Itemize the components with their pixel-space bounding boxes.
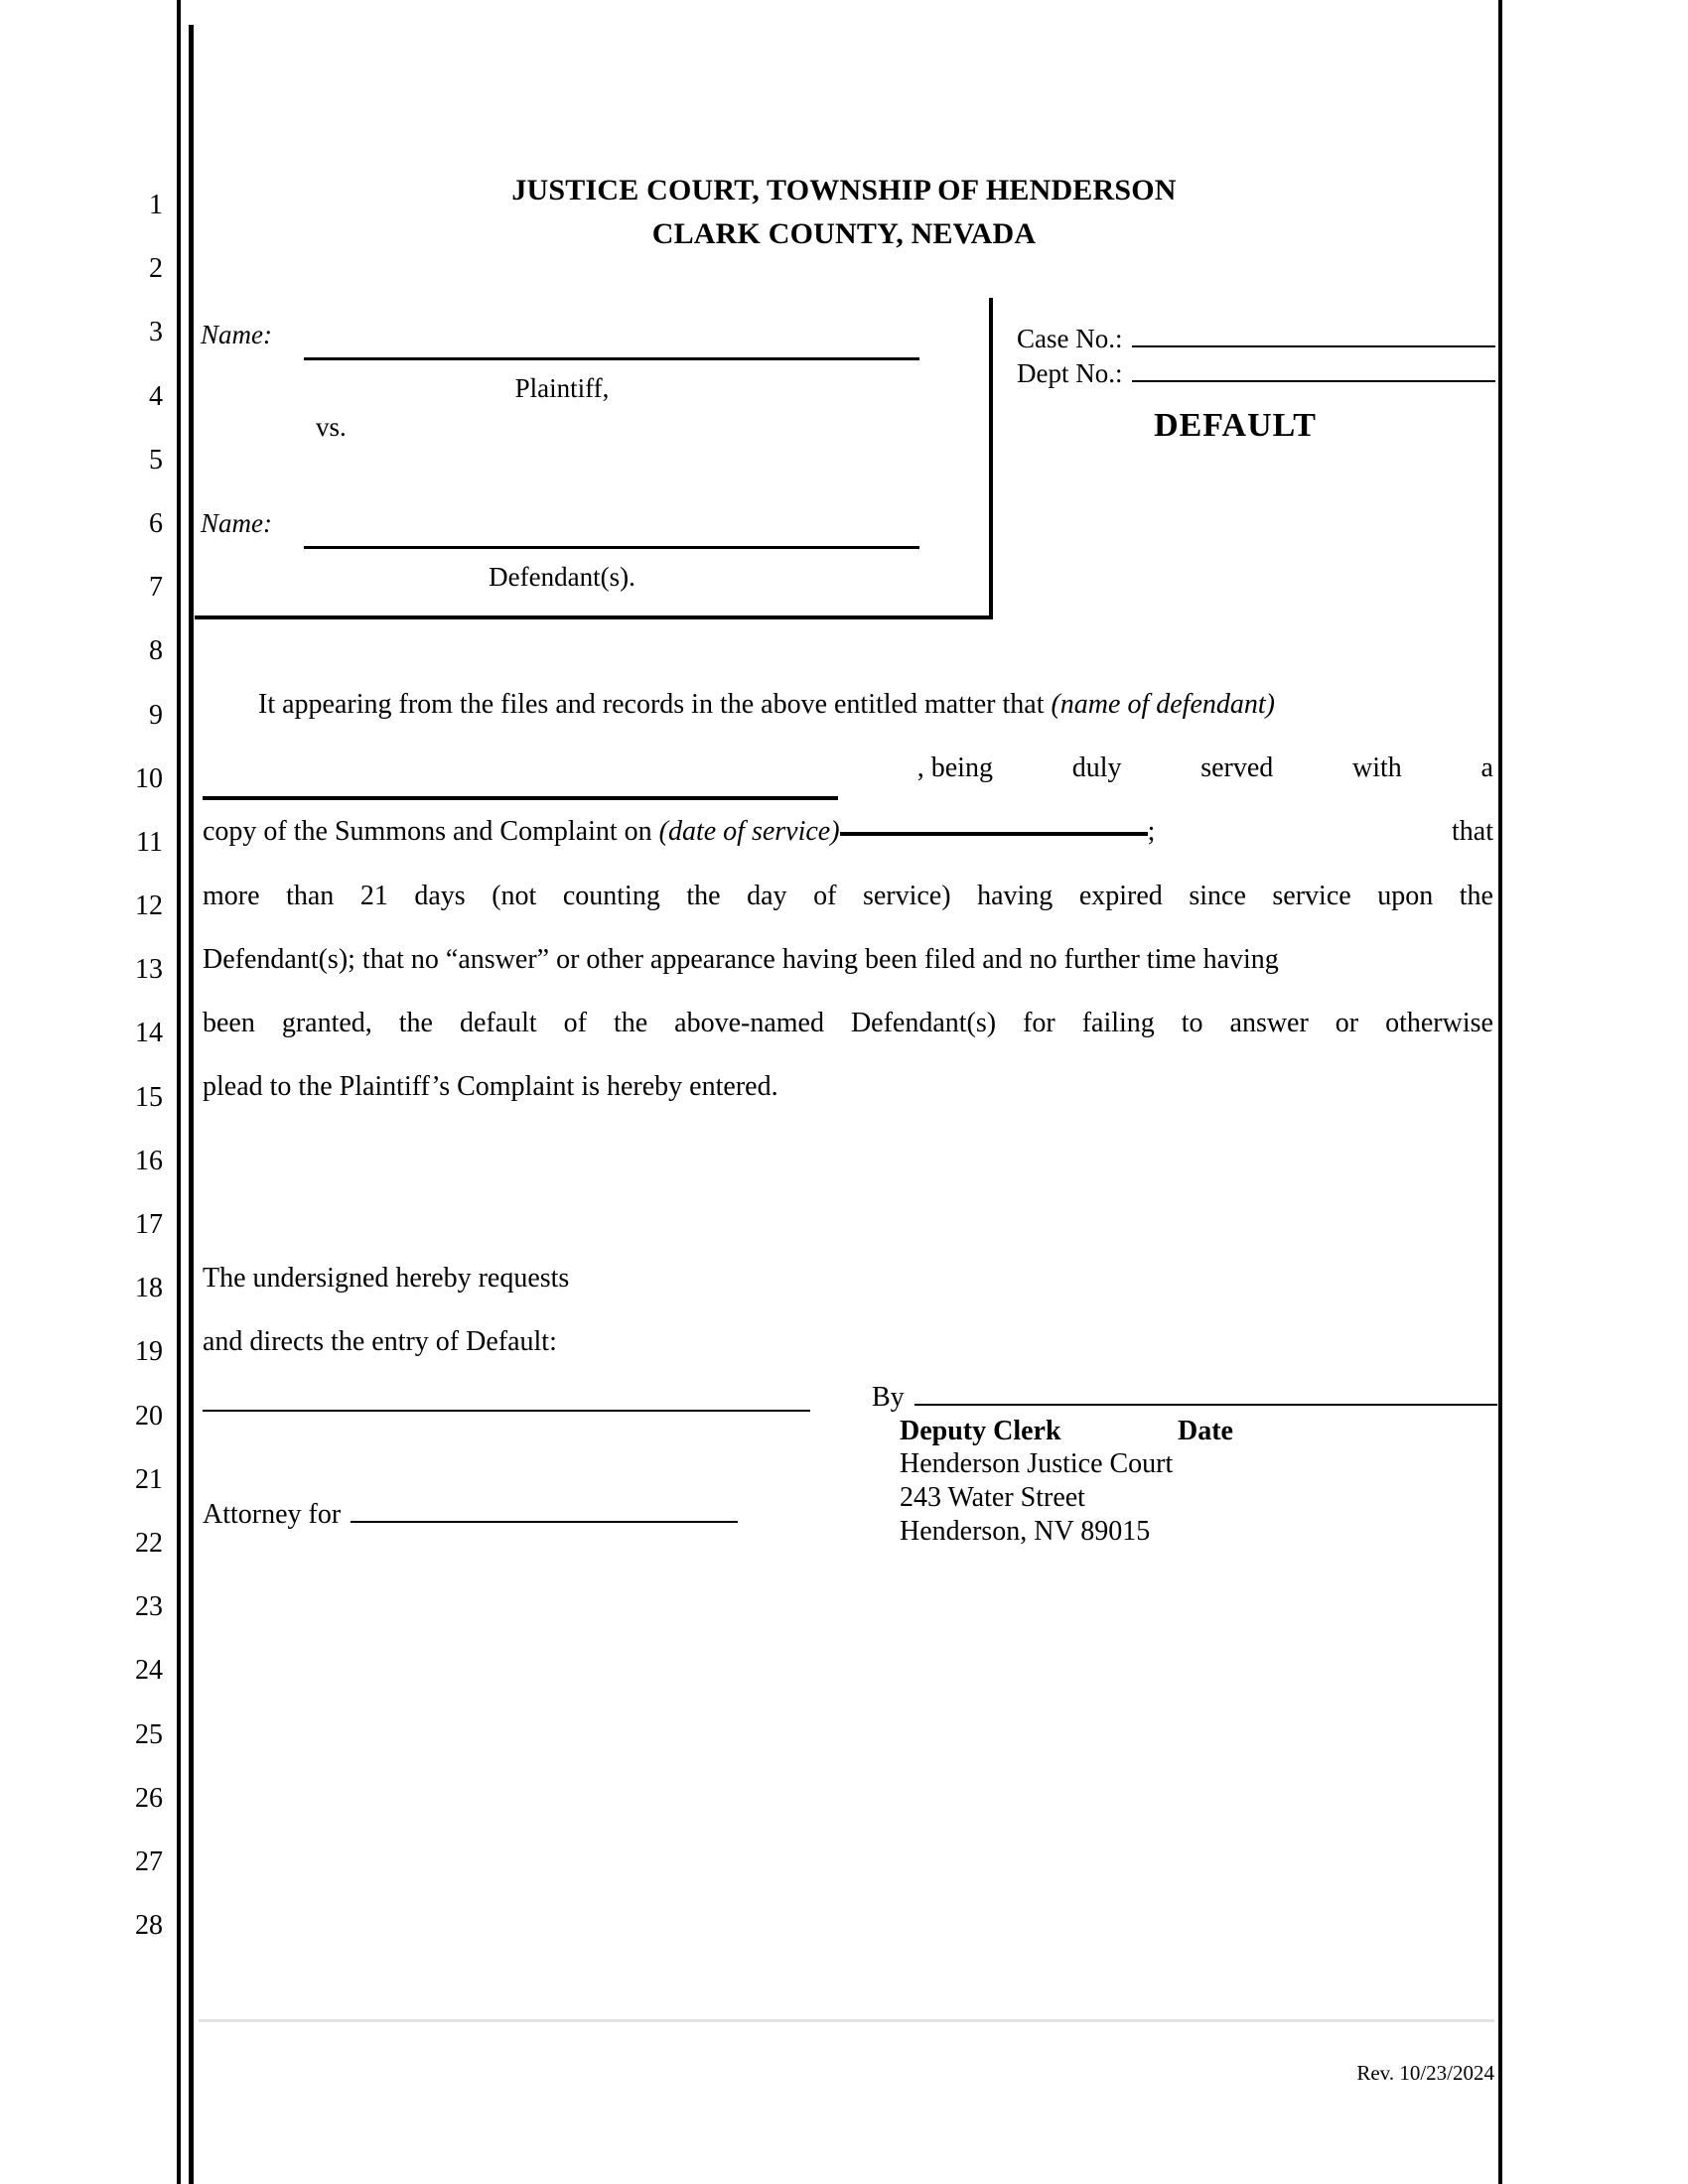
- body-line-12-h: day: [747, 880, 787, 911]
- body-line-9-text: It appearing from the files and records in the above entitled matter that: [258, 689, 1052, 720]
- dept-number-label: Dept No.:: [1017, 358, 1123, 388]
- line-number: 6: [149, 507, 163, 539]
- body-line-12-b: than: [286, 880, 335, 911]
- line-number: 22: [135, 1527, 163, 1559]
- body-line-12-i: of: [813, 880, 837, 911]
- line-number: 14: [135, 1018, 163, 1049]
- line-number: 9: [149, 699, 163, 731]
- body-line-14-c: the: [398, 1007, 433, 1038]
- body-line-14-n: otherwise: [1385, 1007, 1493, 1038]
- line-number: 3: [149, 317, 163, 348]
- by-label: By: [872, 1382, 905, 1413]
- attorney-for-input[interactable]: [351, 1493, 738, 1523]
- body-line-14-d: default: [459, 1007, 537, 1038]
- date-of-service-hint: (date of service): [658, 816, 840, 848]
- line-number-column: [91, 174, 163, 1958]
- body-line-12-p: the: [1459, 880, 1493, 911]
- line-number: 1: [149, 190, 163, 220]
- body-line-14-m: or: [1335, 1007, 1359, 1038]
- court-heading: [209, 169, 1479, 256]
- body-line-14-f: the: [613, 1007, 648, 1038]
- request-line-1: The undersigned hereby requests: [203, 1263, 570, 1294]
- defendant-name-input[interactable]: [203, 737, 838, 800]
- body-paragraph: [203, 673, 1493, 1119]
- request-line-2: and directs the entry of Default:: [203, 1326, 557, 1358]
- request-block: [203, 1247, 569, 1374]
- line-number: 15: [135, 1081, 163, 1113]
- date-of-service-input[interactable]: [840, 832, 1148, 836]
- body-line-14: [203, 992, 1493, 1055]
- body-line-14-l: answer: [1229, 1007, 1309, 1038]
- document-title: DEFAULT: [1154, 407, 1317, 444]
- body-line-15: plead to the Plaintiff’s Complaint is hereby entered.: [203, 1071, 778, 1103]
- court-street: 243 Water Street: [900, 1482, 1085, 1513]
- line-number: 10: [135, 762, 163, 794]
- body-line-11-a: [203, 800, 1155, 864]
- body-line-14-h: Defendant(s): [850, 1007, 997, 1038]
- line-number: 17: [135, 1209, 163, 1240]
- line-number: 13: [135, 954, 163, 986]
- caption-case-info: [1017, 298, 1495, 615]
- by-row: [872, 1376, 1497, 1414]
- body-line-13: Defendant(s); that no “answer” or other appearance having been filed and no further time having: [203, 943, 1279, 975]
- court-address: [872, 1447, 1497, 1549]
- attorney-signature-line[interactable]: [203, 1410, 810, 1412]
- body-line-10-d: with: [1352, 752, 1402, 784]
- body-line-14-k: to: [1181, 1007, 1203, 1038]
- date-label: Date: [1178, 1416, 1233, 1446]
- line-number: 16: [135, 1145, 163, 1176]
- body-line-12-d: days: [414, 880, 466, 911]
- body-line-12-g: the: [686, 880, 721, 911]
- pleading-rule-outer-left: [177, 0, 181, 2184]
- plaintiff-name-field[interactable]: [304, 357, 919, 360]
- caption-block: [195, 298, 1495, 615]
- body-line-10-a: , being: [916, 752, 993, 784]
- court-heading-line-2: CLARK COUNTY, NEVADA: [651, 217, 1037, 250]
- line-number: 24: [135, 1655, 163, 1687]
- line-number: 19: [135, 1336, 163, 1368]
- defendant-name-field[interactable]: [304, 546, 919, 549]
- dept-number-row: [1017, 354, 1495, 389]
- case-number-input[interactable]: [1132, 320, 1495, 347]
- caption-parties: [195, 298, 993, 619]
- body-line-12-e: (not: [492, 880, 537, 911]
- body-line-10-e: a: [1480, 752, 1493, 784]
- body-line-14-j: failing: [1081, 1007, 1155, 1038]
- body-line-11-semicolon: ;: [1147, 816, 1156, 848]
- court-heading-line-1: JUSTICE COURT, TOWNSHIP OF HENDERSON: [511, 174, 1177, 206]
- body-line-12-n: service: [1272, 880, 1351, 911]
- line-number: 23: [135, 1591, 163, 1623]
- body-line-10-c: served: [1200, 752, 1274, 784]
- pleading-rule-inner-left: [189, 25, 194, 2184]
- plaintiff-name-label: Name:: [201, 320, 272, 349]
- body-line-12-c: 21: [359, 880, 388, 911]
- deputy-clerk-label: Deputy Clerk: [900, 1416, 1061, 1446]
- revision-date: Rev. 10/23/2024: [1356, 2061, 1494, 2085]
- court-name: Henderson Justice Court: [900, 1448, 1174, 1479]
- name-of-defendant-hint: (name of defendant): [1051, 689, 1275, 720]
- line-number: 4: [149, 380, 163, 412]
- versus-label: vs.: [316, 412, 347, 442]
- body-line-9: [203, 673, 1493, 737]
- line-number: 27: [135, 1845, 163, 1877]
- body-line-14-e: of: [563, 1007, 587, 1038]
- line-number: 28: [135, 1910, 163, 1942]
- body-line-14-g: above-named: [674, 1007, 824, 1038]
- court-city-state-zip: Henderson, NV 89015: [900, 1516, 1151, 1547]
- case-number-label: Case No.:: [1017, 324, 1123, 353]
- line-number: 2: [149, 253, 163, 285]
- body-line-12-j: service): [862, 880, 951, 911]
- body-line-11: [203, 800, 1493, 864]
- body-line-12-l: expired: [1078, 880, 1163, 911]
- line-number: 20: [135, 1400, 163, 1432]
- body-line-14-i: for: [1023, 1007, 1055, 1038]
- line-number: 7: [149, 572, 163, 604]
- attorney-for-label: Attorney for: [203, 1499, 342, 1530]
- body-line-12-o: upon: [1377, 880, 1434, 911]
- body-line-10-b: duly: [1071, 752, 1122, 784]
- pleading-rule-right: [1498, 0, 1502, 2184]
- plaintiff-role-label: Plaintiff,: [514, 373, 610, 403]
- line-number: 21: [135, 1463, 163, 1495]
- body-line-12-k: having: [977, 880, 1054, 911]
- clerk-signature-input[interactable]: [914, 1376, 1497, 1406]
- line-number: 8: [149, 635, 163, 667]
- clerk-signature-block: [872, 1376, 1497, 1549]
- line-number: 25: [135, 1718, 163, 1750]
- defendant-role-label: Defendant(s).: [489, 562, 635, 592]
- body-line-14-b: granted,: [281, 1007, 372, 1038]
- body-line-12-f: counting: [562, 880, 660, 911]
- body-line-12-a: more: [203, 880, 260, 911]
- body-line-12: [203, 865, 1493, 928]
- body-line-10: [203, 737, 1493, 800]
- body-line-14-a: been: [203, 1007, 255, 1038]
- body-line-11-text: copy of the Summons and Complaint on: [203, 816, 659, 848]
- dept-number-input[interactable]: [1132, 354, 1495, 382]
- case-number-row: [1017, 320, 1495, 354]
- attorney-for-row: [203, 1493, 738, 1531]
- line-number: 12: [135, 890, 163, 922]
- clerk-date-labels: [872, 1416, 1497, 1447]
- body-line-11-d: that: [1452, 816, 1493, 848]
- line-number: 11: [136, 826, 163, 858]
- footer-divider: [199, 2019, 1494, 2022]
- line-number: 26: [135, 1782, 163, 1814]
- line-number: 18: [135, 1273, 163, 1304]
- defendant-name-label: Name:: [201, 508, 272, 538]
- body-line-12-m: since: [1189, 880, 1246, 911]
- line-number: 5: [149, 444, 163, 476]
